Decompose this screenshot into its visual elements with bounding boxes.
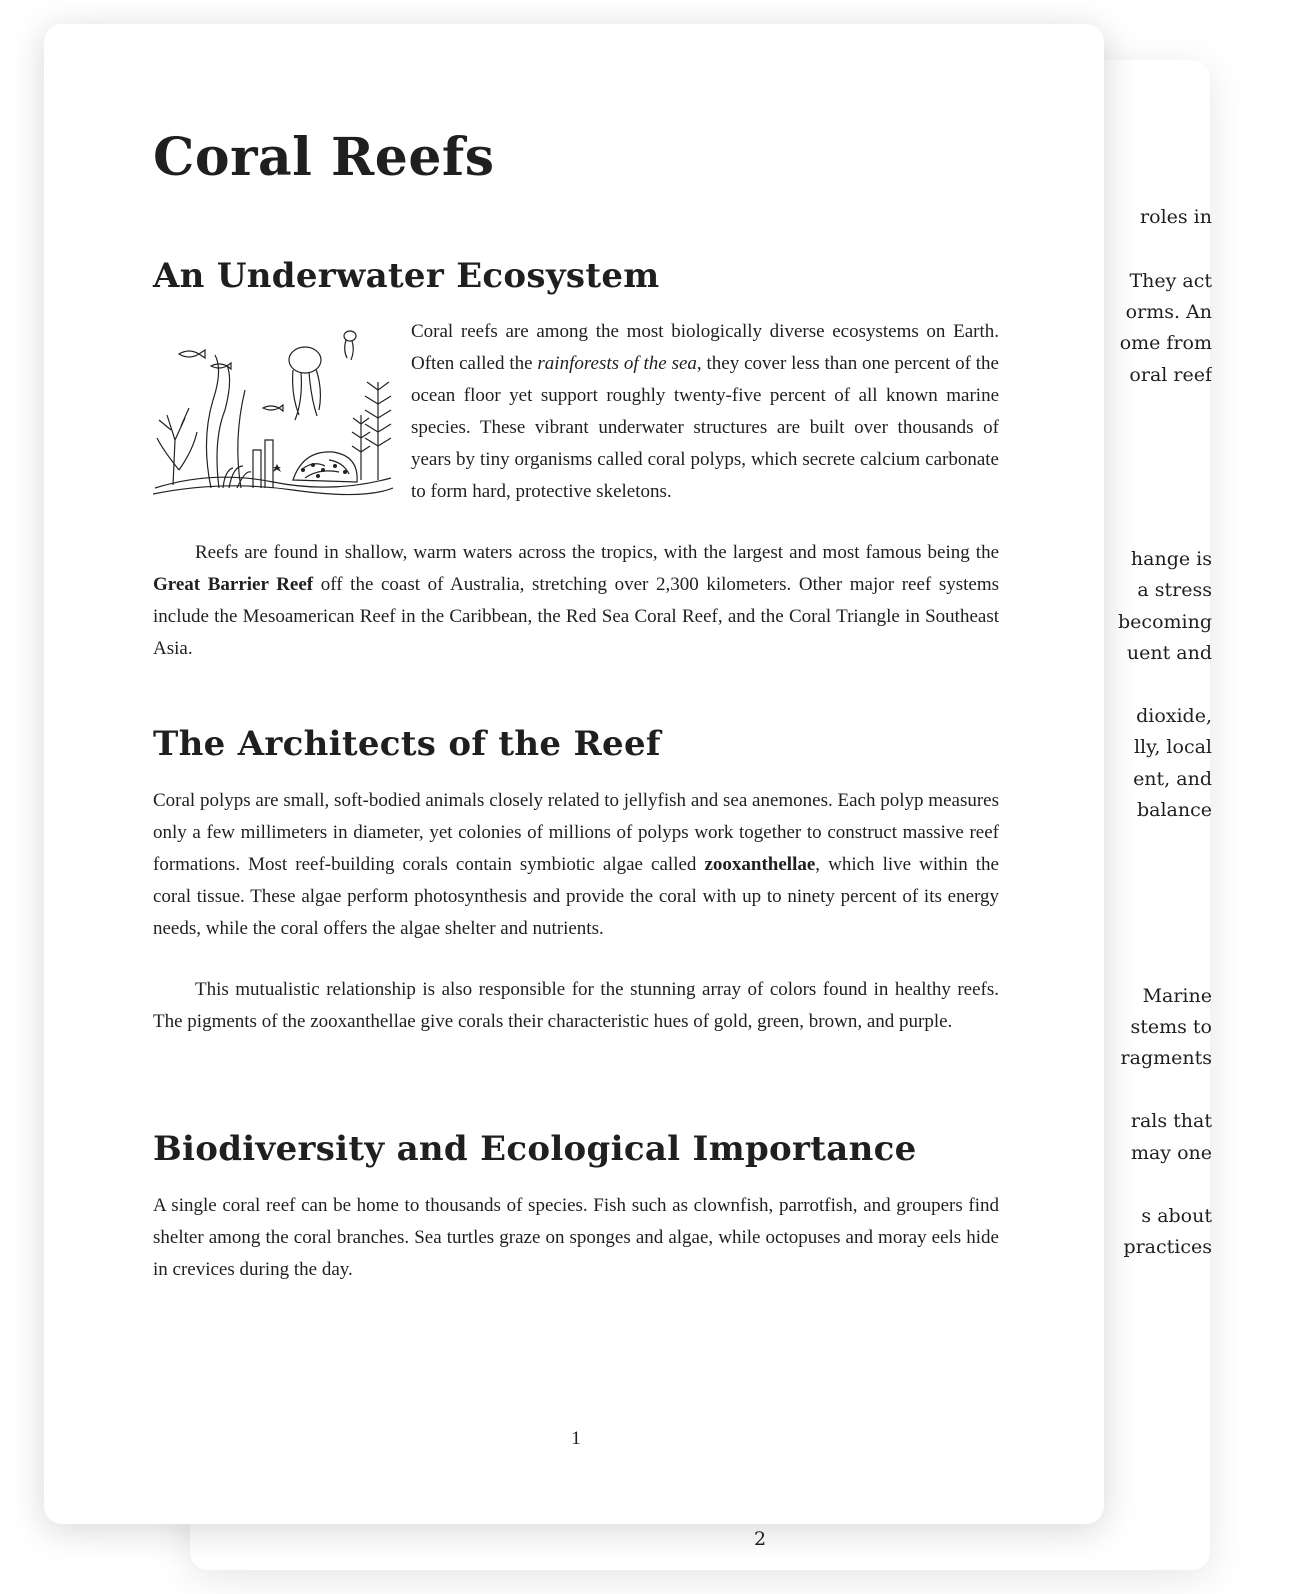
- back-page-line-text: becoming: [1118, 611, 1212, 633]
- back-page-line-text: roles in: [1140, 206, 1212, 228]
- back-page-line-fragment: [1092, 1231, 1212, 1263]
- back-page-line-fragment: [1092, 980, 1212, 1012]
- back-page-line-fragment: [1092, 327, 1212, 359]
- back-page-line-fragment: [1092, 794, 1212, 826]
- back-page-line-fragment: [1092, 637, 1212, 669]
- back-page-line-text: hange is: [1130, 548, 1212, 570]
- back-page-line-fragment: [1092, 265, 1212, 297]
- back-page-line-text: dioxide,: [1136, 705, 1212, 727]
- paragraph-architects-1-bold: zooxanthellae: [704, 854, 816, 875]
- section-heading-biodiversity: Biodiversity and Ecological Importance: [153, 1129, 917, 1169]
- back-page-line-text: lly, local: [1133, 736, 1212, 758]
- back-page-line-text: ome from: [1119, 332, 1212, 354]
- back-page-line-text: ent, and: [1133, 768, 1212, 790]
- paragraph-architects-1-text-a: Coral polyps are small, soft-bodied animals closely related to jellyfish and sea anemones. Each polyp measures only a few millimeters in diameter, yet colonies of millions of polyps work together to construct massive reef formations. Most reef-building corals contain symbiotic algae called: [153, 790, 999, 875]
- back-page-line-fragment: [1092, 1200, 1212, 1232]
- back-page-line-fragment: [1092, 359, 1212, 391]
- back-page-line-text: oral reef: [1129, 364, 1212, 386]
- back-page-line-fragment: [1092, 1137, 1212, 1169]
- page-number: 1: [571, 1428, 581, 1449]
- paragraph-architects-2: [153, 974, 999, 1038]
- paragraph-ecosystem-2-bold: Great Barrier Reef: [153, 574, 314, 595]
- back-page-line-text: s about: [1141, 1205, 1212, 1227]
- section-heading-ecosystem: An Underwater Ecosystem: [153, 256, 660, 296]
- paragraph-biodiversity-1: [153, 1190, 999, 1286]
- back-page-line-text: orms. An: [1125, 301, 1212, 323]
- back-page-line-fragment: [1092, 606, 1212, 638]
- back-page-line-text: They act: [1129, 270, 1212, 292]
- back-page-line-text: ragments: [1120, 1047, 1212, 1069]
- back-page-line-text: a stress: [1137, 579, 1212, 601]
- paragraph-ecosystem-1-text-b: , they cover less than one percent of the ocean floor yet support roughly twenty-five percent of all known marine species. These vibrant underwater structures are built over thousands of years by tiny organisms called coral polyps, which secrete calcium carbonate to form hard, protective skeletons.: [411, 353, 999, 502]
- back-page-line-fragment: [1092, 1042, 1212, 1074]
- back-page-line-fragment: [1092, 763, 1212, 795]
- front-page: [44, 24, 1104, 1524]
- document-title: Coral Reefs: [153, 127, 495, 188]
- paragraph-architects-1-text-b: , which live within the coral tissue. These algae perform photosynthesis and provide the coral with up to ninety percent of its energy needs, while the coral offers the algae shelter and nutrients.: [153, 854, 999, 939]
- back-page-line-text: practices: [1123, 1236, 1212, 1258]
- paragraph-ecosystem-1: [153, 316, 999, 508]
- paragraph-ecosystem-1-text-a: Coral reefs are among the most biologically diverse ecosystems on Earth. Often called the: [411, 321, 999, 374]
- back-page-number: 2: [753, 1528, 767, 1550]
- back-page-line-fragment: [1092, 700, 1212, 732]
- paragraph-architects-2-text: This mutualistic relationship is also responsible for the stunning array of colors found in healthy reefs. The pigments of the zooxanthellae give corals their characteristic hues of gold, green, brown, and purple.: [153, 979, 999, 1032]
- back-page-line-text: balance: [1136, 799, 1212, 821]
- back-page-line-text: uent and: [1126, 642, 1212, 664]
- paragraph-ecosystem-2: [153, 537, 999, 665]
- paragraph-biodiversity-1-text: A single coral reef can be home to thousands of species. Fish such as clownfish, parrotfish, and groupers find shelter among the coral branches. Sea turtles graze on sponges and algae, while octopuses and moray eels hide in crevices during the day.: [153, 1195, 999, 1280]
- paragraph-ecosystem-1-italic: rainforests of the sea: [537, 353, 697, 374]
- back-page-line-fragment: [1092, 201, 1212, 233]
- paragraph-architects-1: [153, 785, 999, 945]
- back-page-line-fragment: [1092, 731, 1212, 763]
- back-page-line-text: rals that: [1130, 1110, 1212, 1132]
- paragraph-ecosystem-2-text-b: off the coast of Australia, stretching over 2,300 kilometers. Other major reef systems include the Mesoamerican Reef in the Caribbean, the Red Sea Coral Reef, and the Coral Triangle in Southeast Asia.: [153, 574, 999, 659]
- back-page-line-fragment: [1092, 1011, 1212, 1043]
- section-heading-architects: The Architects of the Reef: [153, 724, 661, 764]
- back-page-line-fragment: [1092, 1105, 1212, 1137]
- back-page-line-fragment: [1092, 543, 1212, 575]
- back-page-line-text: may one: [1130, 1142, 1212, 1164]
- back-page-line-text: stems to: [1130, 1016, 1212, 1038]
- back-page-line-text: Marine: [1142, 985, 1212, 1007]
- back-page-line-fragment: [1092, 296, 1212, 328]
- illustration-wrap-space: [153, 322, 411, 507]
- paragraph-ecosystem-2-text-a: Reefs are found in shallow, warm waters across the tropics, with the largest and most famous being the: [195, 542, 999, 563]
- back-page-line-fragment: [1092, 574, 1212, 606]
